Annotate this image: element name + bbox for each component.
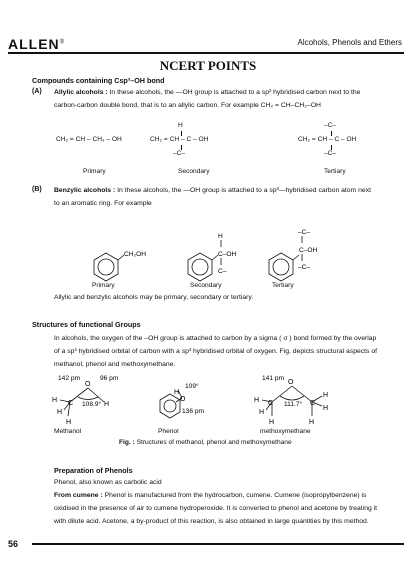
benzylic-term: Benzylic alcohols : [54,187,116,194]
ether-h1: H [254,397,260,404]
ether-angle: 111.7° [284,401,303,408]
figure-caption-label: Fig. : [119,439,135,446]
ether-c1: C [268,400,274,407]
structures-line1: In alcohols, the oxygen of the –OH group is attached to carbon by a sigma ( σ ) bond formed by the overlap [54,335,377,342]
phenols-line1: Phenol is manufactured from the hydrocarbon, cumene. Cumene (isopropylbenzene) is [104,492,367,499]
allylic-tertiary-label: Tertiary [324,168,346,175]
benzylic-secondary-label: Secondary [190,282,222,289]
benzylic-line2: to an aromatic ring. For example [54,200,152,207]
methanol-o: O [85,381,91,388]
benzylic-tertiary-label: Tertiary [272,282,294,289]
tag-b: (B) [32,186,42,193]
allylic-tertiary-formula: CH₂ = CH – C – OH [298,136,357,143]
phenol-angle: 109° [185,383,199,390]
allylic-paragraph [54,86,404,112]
methanol-bond-oh: 96 pm [100,375,119,382]
ether-c2: C [310,400,316,407]
benzylic-note: Allylic and benzylic alcohols may be primary, secondary or tertiary. [54,294,254,301]
allylic-secondary-formula: CH₂ = CH – C – OH [150,136,209,143]
ether-h4: H [323,392,329,399]
chapter-title: Alcohols, Phenols and Ethers [297,38,402,47]
phenols-line2: oxidised in the presence of air to cumene hydroperoxide. It is converted to phenol and acetone by treating it [54,505,378,512]
methanol-bond-co: 142 pm [58,375,80,382]
header-rule [8,52,404,54]
phenols-paragraph [54,476,406,528]
phenol-label: Phenol [158,428,179,435]
allylic-secondary-label: Secondary [178,168,210,175]
phenols-line0: Phenol, also known as carbolic acid [54,479,162,486]
benzene-ring-primary [94,253,124,281]
section-heading-phenols: Preparation of Phenols [54,466,133,475]
benzylic-line1: In these alcohols, the —OH group is attached to a sp³—hybridised carbon atom next [117,187,371,194]
benzylic-secondary-coh: C–OH [218,251,237,258]
section-heading-csp3: Compounds containing Csp³–OH bond [32,76,165,85]
allylic-line2: carbon-carbon double bond, that is to an allylic carbon. For example CH₂ = CH–CH₂–OH [54,102,321,109]
allylic-primary-label: Primary [83,168,106,175]
methanol-h3: H [66,419,72,426]
phenol-h: H [174,389,180,396]
cumene-term: From cumene : [54,492,103,499]
methanol-h1: H [52,397,58,404]
ether-h6: H [309,419,315,426]
allylic-tertiary-c-top: –C– [324,122,337,129]
allylic-tertiary-c-bottom: –C– [324,150,337,157]
allylic-secondary-h: H [178,122,183,129]
ether-o: O [288,379,294,386]
section-heading-structures: Structures of functional Groups [32,320,141,329]
ether-bond: 141 pm [262,375,284,382]
allylic-term: Allylic alcohols : [54,89,108,96]
ch2oh-label: CH₂OH [124,251,146,258]
benzylic-structures [0,222,416,302]
allen-logo: ALLEN® [8,36,66,52]
allylic-primary-formula: CH₂ = CH – CH₂ – OH [56,136,122,143]
page-number: 56 [8,539,19,549]
phenols-line3: with dilute acid. Acetone, a by-product of this reaction, is also obtained in large quantities by this method. [54,518,369,525]
ether-h3: H [269,419,275,426]
tag-a: (A) [32,88,42,95]
footer-rule [32,543,404,545]
structures-line2: of a sp³ hybridised orbital of carbon with a sp³ hybridised orbital of oxygen. Fig. depicts structural aspects of [54,348,378,355]
benzene-ring-secondary [188,240,221,281]
allylic-line1: In these alcohols, the —OH group is attached to a sp³ hybridised carbon next to the [109,89,361,96]
methanol-label: Methanol [54,428,82,435]
benzylic-tertiary-coh: C–OH [299,247,318,254]
ether-h2: H [259,409,265,416]
structures-line3: methanol, phenol and methoxymethane. [54,361,176,368]
phenol-bond: 136 pm [182,408,204,415]
benzylic-paragraph [54,184,404,210]
structures-paragraph [54,332,406,371]
methanol-c: C [68,400,74,407]
ether-h5: H [323,405,329,412]
methoxymethane-label: methoxymethane [260,428,311,435]
benzylic-secondary-h: H [218,233,223,240]
benzylic-secondary-c: C– [218,268,227,275]
methanol-h4: H [104,401,110,408]
allylic-secondary-c: –C– [173,150,186,157]
benzene-ring-tertiary [269,236,302,281]
page-title: NCERT POINTS [159,58,257,73]
methanol-h2: H [57,409,63,416]
figure-caption [119,439,292,446]
benzylic-primary-label: Primary [92,282,115,289]
figure-caption-text: Structures of methanol, phenol and methoxymethane [136,439,292,446]
benzylic-tertiary-c-bottom: –C– [298,264,311,271]
benzylic-tertiary-c-top: –C– [298,229,311,236]
phenol-o: O [180,396,186,403]
structures-figure [0,372,416,428]
methanol-angle: 108.9° [82,401,102,408]
